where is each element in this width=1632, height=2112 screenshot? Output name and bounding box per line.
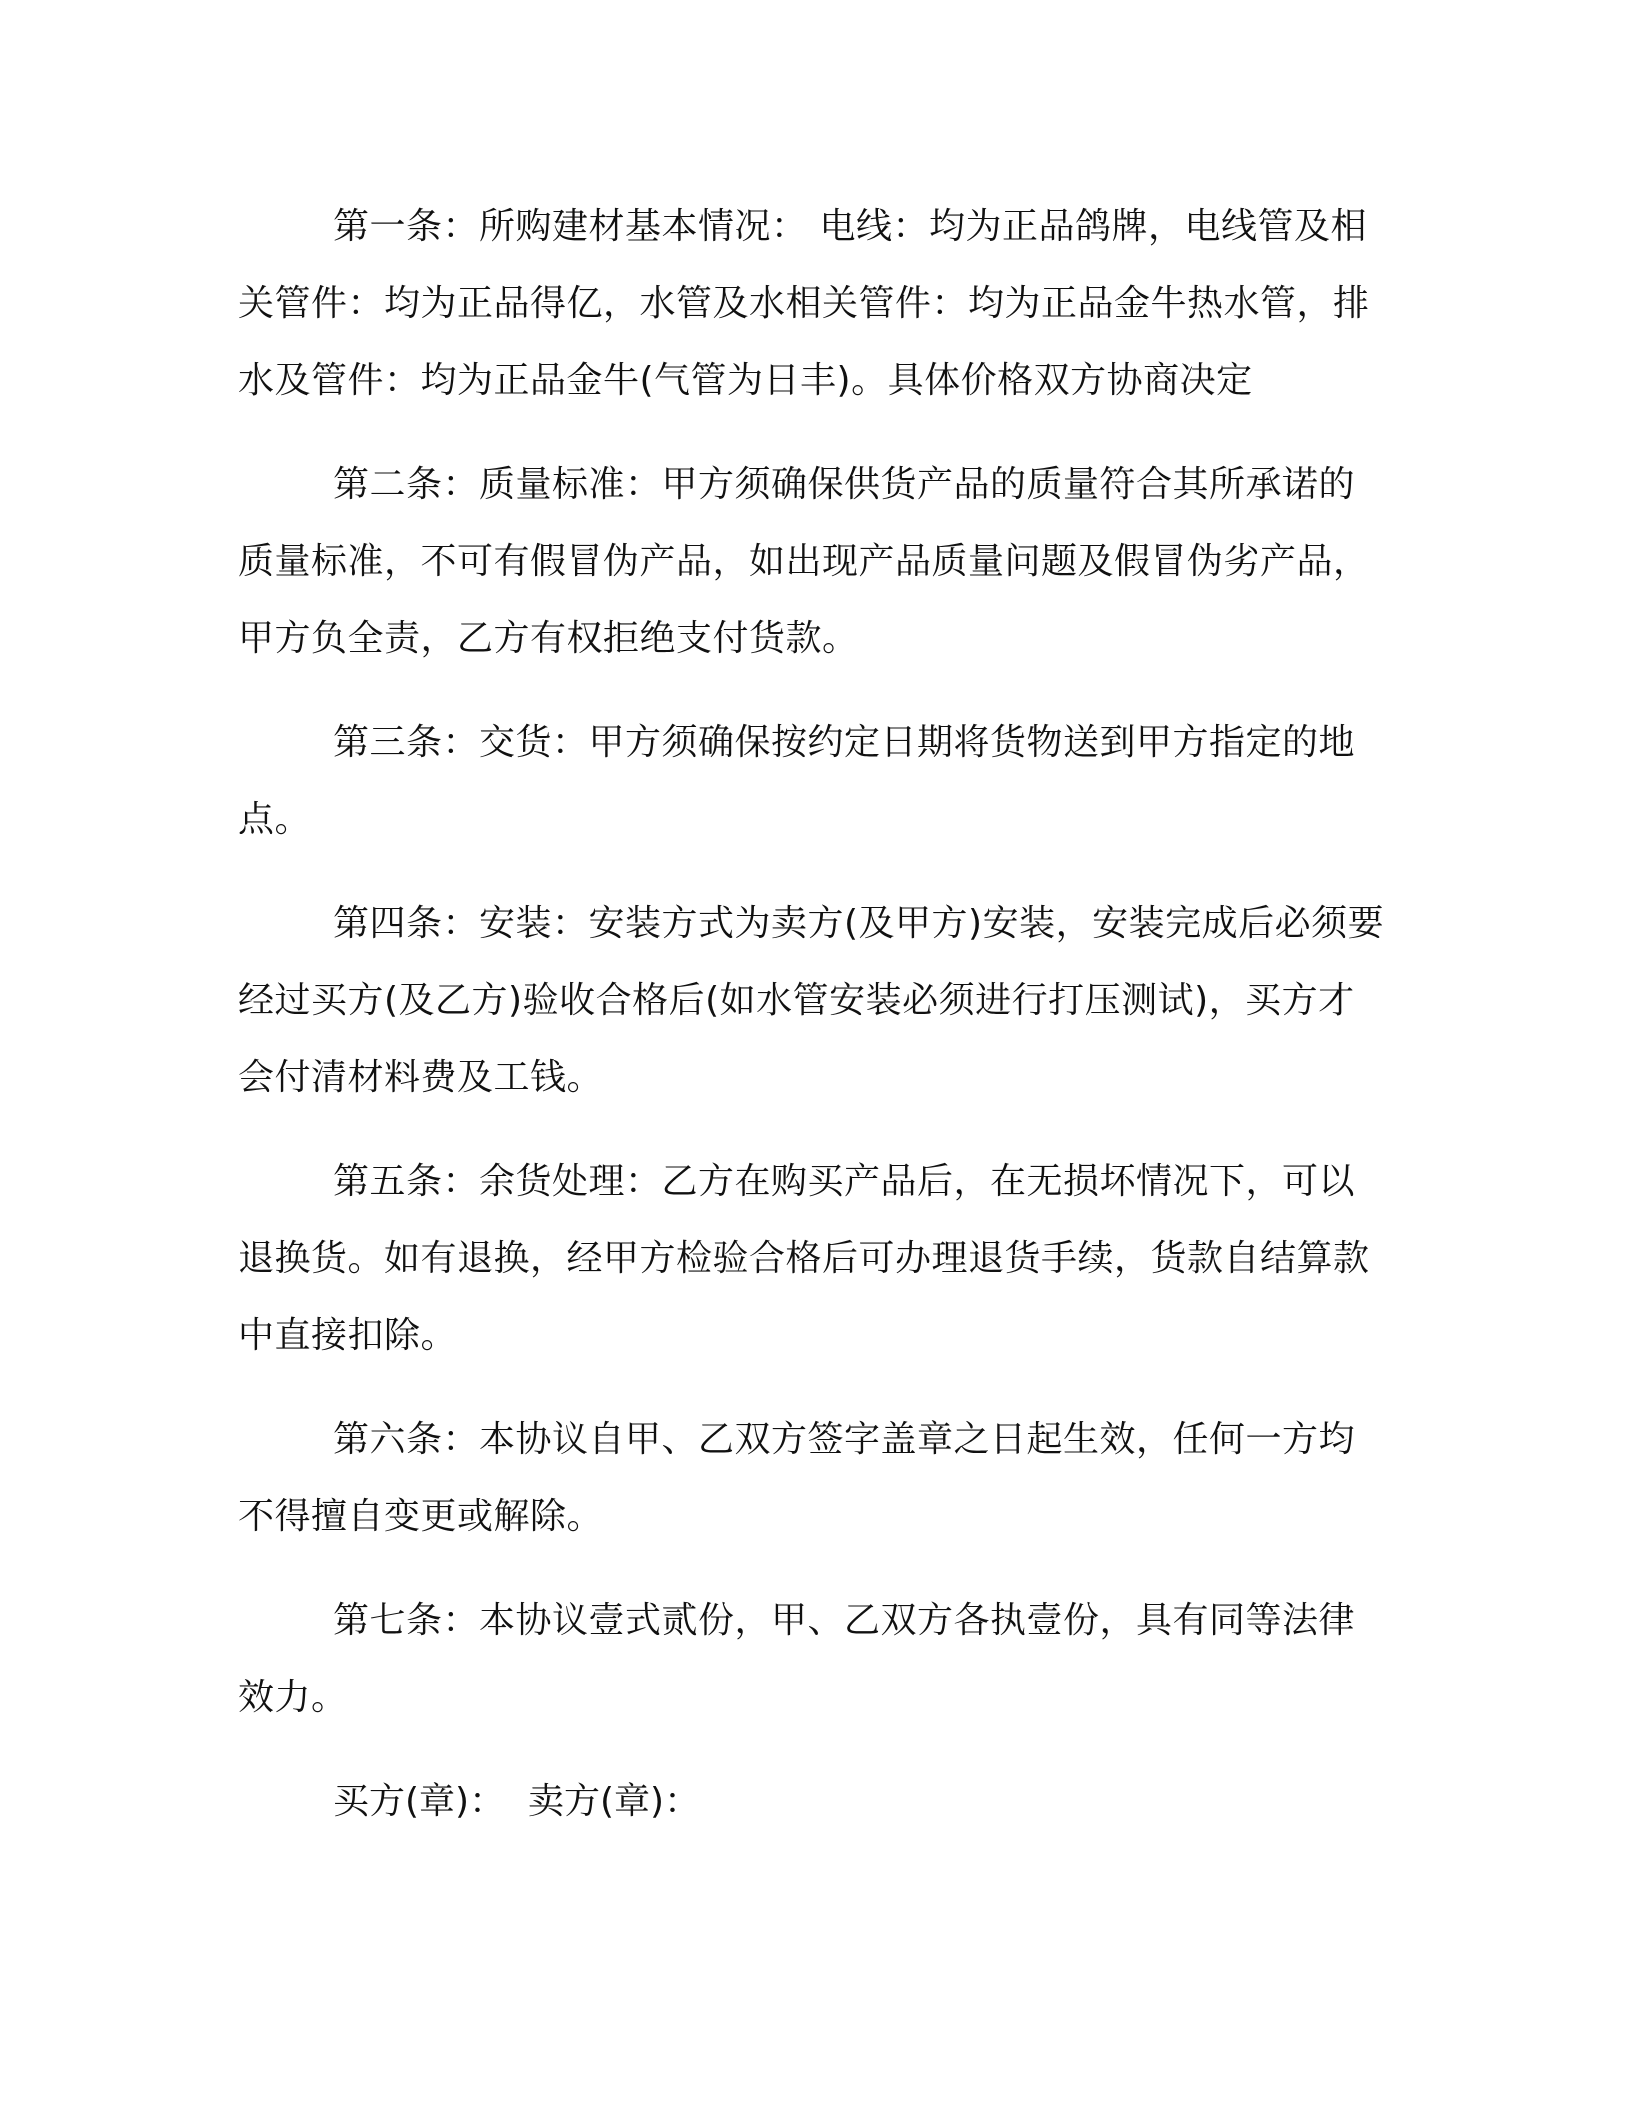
clause-6: 第六条：本协议自甲、乙双方签字盖章之日起生效，任何一方均不得擅自变更或解除。 [238, 1419, 1356, 1537]
clause-5: 第五条：余货处理：乙方在购买产品后，在无损坏情况下，可以退换货。如有退换，经甲方检验合格后可办理退货手续，货款自结算款中直接扣除。 [238, 1161, 1370, 1356]
clause-7: 第七条：本协议壹式贰份，甲、乙双方各执壹份，具有同等法律效力。 [238, 1600, 1356, 1718]
document-body [238, 188, 1388, 1840]
clause-4: 第四条：安装：安装方式为卖方(及甲方)安装，安装完成后必须要经过买方(及乙方)验收合格后(如水管安装必须进行打压测试)，买方才会付清材料费及工钱。 [238, 903, 1385, 1098]
clause-3: 第三条：交货：甲方须确保按约定日期将货物送到甲方指定的地点。 [238, 722, 1356, 840]
clause-1: 第一条：所购建材基本情况： 电线：均为正品鸽牌，电线管及相关管件：均为正品得亿，水管及水相关管件：均为正品金牛热水管，排水及管件：均为正品金牛(气管为日丰)。具体价格双方协商决定 [238, 206, 1370, 401]
clause-2: 第二条：质量标准：甲方须确保供货产品的质量符合其所承诺的质量标准，不可有假冒伪产品，如出现产品质量问题及假冒伪劣产品，甲方负全责，乙方有权拒绝支付货款。 [238, 464, 1370, 659]
signature-line: 买方(章)： 卖方(章)： [333, 1781, 701, 1822]
